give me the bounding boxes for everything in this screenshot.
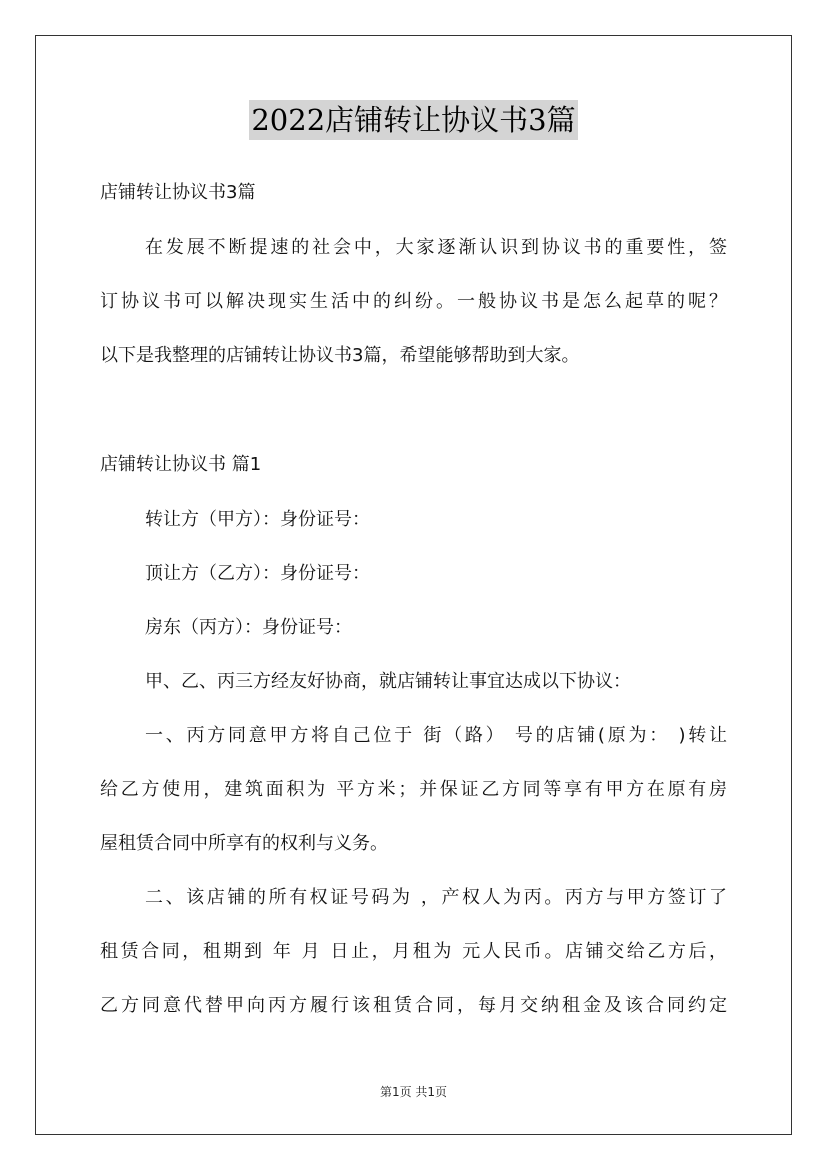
intro-line-2: 订协议书可以解决现实生活中的纠纷。一般协议书是怎么起草的呢？ xyxy=(100,291,727,312)
party-b: 顶让方（乙方）：身份证号： xyxy=(145,563,370,584)
party-a: 转让方（甲方）：身份证号： xyxy=(145,509,370,530)
section-heading: 店铺转让协议书 篇1 xyxy=(100,454,262,475)
party-c: 房东（丙方）：身份证号： xyxy=(145,617,352,638)
intro-line-3: 以下是我整理的店铺转让协议书3篇，希望能够帮助到大家。 xyxy=(100,345,580,366)
document-subtitle: 店铺转让协议书3篇 xyxy=(100,182,256,203)
clause2-line-3: 乙方同意代替甲向丙方履行该租赁合同，每月交纳租金及该合同约定 xyxy=(100,995,727,1016)
clause2-line-1: 二、该店铺的所有权证号码为 ，产权人为丙。丙方与甲方签订了 xyxy=(145,887,727,908)
intro-line-1: 在发展不断提速的社会中，大家逐渐认识到协议书的重要性，签 xyxy=(145,237,727,258)
clause1-line-1: 一、丙方同意甲方将自己位于 街（路） 号的店铺(原为： )转让 xyxy=(145,725,727,746)
page-footer: 第1页 共1页 xyxy=(379,1085,448,1099)
title-container xyxy=(0,100,827,140)
clause1-line-3: 屋租赁合同中所享有的权利与义务。 xyxy=(100,833,388,854)
clause1-line-2: 给乙方使用，建筑面积为 平方米；并保证乙方同等享有甲方在原有房 xyxy=(100,779,727,800)
document-title: 2022店铺转让协议书3篇 xyxy=(249,100,577,140)
clause2-line-2: 租赁合同，租期到 年 月 日止，月租为 元人民币。店铺交给乙方后， xyxy=(100,941,727,962)
agreement-intro: 甲、乙、丙三方经友好协商，就店铺转让事宜达成以下协议： xyxy=(145,671,631,692)
